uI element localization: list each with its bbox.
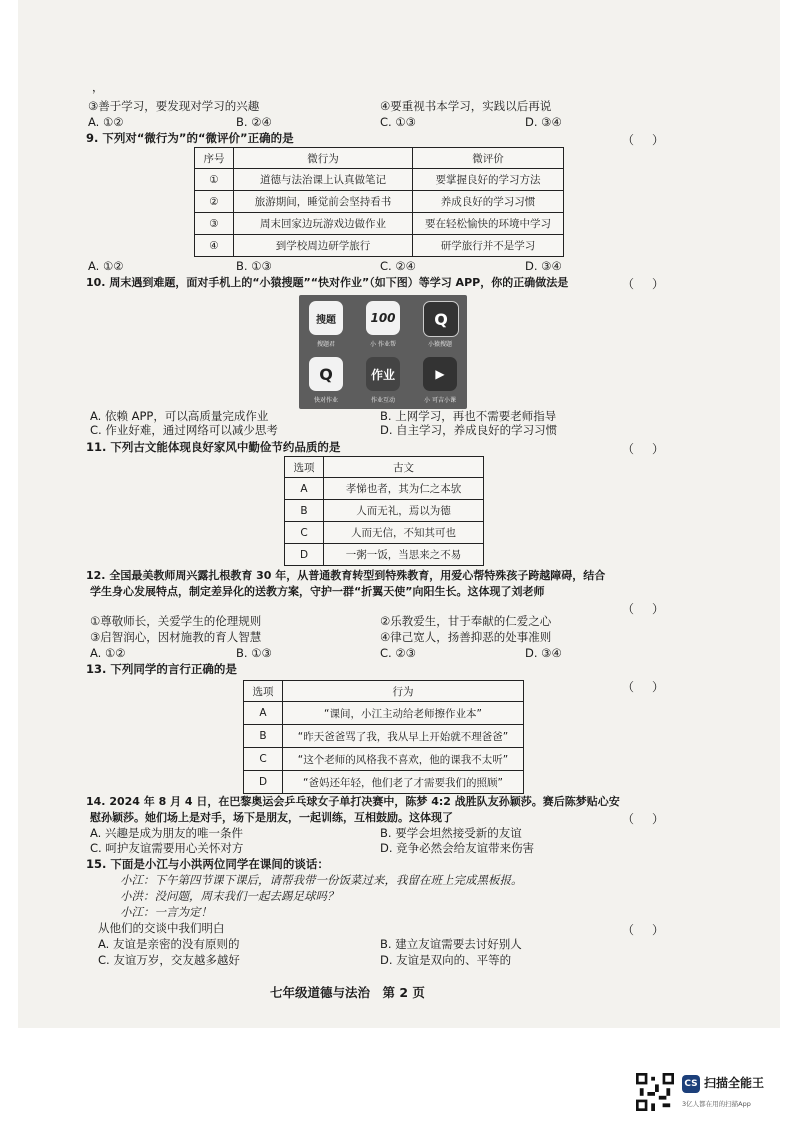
q8-option-3: ③善于学习，要发现对学习的兴趣 xyxy=(88,99,260,113)
table-cell: 到学校周边研学旅行 xyxy=(234,235,413,257)
table-cell: 一粥一饭，当思来之不易 xyxy=(324,544,484,566)
q15-answer-c: C. 友谊万岁，交友越多越好 xyxy=(98,953,240,967)
table-row xyxy=(195,235,564,257)
table-cell: B xyxy=(244,725,283,748)
q14-stem-line2: 慰孙颖莎。她们场上是对手，场下是朋友，一起训练，互相鼓励。这体现了 xyxy=(90,811,453,824)
q14-answer-c: C. 呵护友谊需要用心关怀对方 xyxy=(90,841,244,855)
table-cell: 周末回家边玩游戏边做作业 xyxy=(234,213,413,235)
q8-answer-a: A. ①② xyxy=(88,115,124,129)
q9-header-behavior: 微行为 xyxy=(234,148,413,169)
table-row xyxy=(285,478,484,500)
q12-answer-b: B. ①③ xyxy=(236,646,272,660)
table-cell: “昨天爸爸骂了我，我从早上开始就不理爸爸” xyxy=(283,725,524,748)
table-cell: 人而无信，不知其可也 xyxy=(324,522,484,544)
q9-answer-d: D. ③④ xyxy=(525,259,562,273)
q10-answer-d: D. 自主学习，养成良好的学习习惯 xyxy=(380,423,558,437)
q11-answer-blank[interactable]: （） xyxy=(622,442,683,456)
q14-answer-d: D. 竞争必然会给友谊带来伤害 xyxy=(380,841,535,855)
xiaoyuan-app-label: 小猿搜题 xyxy=(427,341,452,348)
q13-answer-blank[interactable]: （） xyxy=(622,680,683,694)
table-row xyxy=(244,771,524,794)
table-row xyxy=(195,213,564,235)
q15-answer-blank[interactable]: （） xyxy=(622,923,683,937)
table-row xyxy=(244,702,524,725)
q9-answer-blank[interactable]: （） xyxy=(622,133,683,147)
q13-header-behavior: 行为 xyxy=(283,681,524,702)
table-row xyxy=(195,169,564,191)
q9-answer-c: C. ②④ xyxy=(380,259,416,273)
table-cell: 要掌握良好的学习方法 xyxy=(413,169,564,191)
q14-stem-line1: 14. 2024 年 8 月 4 日，在巴黎奥运会乒乓球女子单打决赛中，陈梦 4:2 战胜队友孙颖莎。赛后陈梦贴心安 xyxy=(86,795,620,808)
table-cell: “爸妈还年轻，他们老了才需要我们的照顾” xyxy=(283,771,524,794)
souti-app-icon: 搜题 xyxy=(309,301,343,335)
q12-answer-blank[interactable]: （） xyxy=(622,602,683,616)
table-cell: 养成良好的学习习惯 xyxy=(413,191,564,213)
xiaoyuan-app-icon: Q xyxy=(423,301,459,337)
q11-header-option: 选项 xyxy=(285,457,324,478)
table-cell: ② xyxy=(195,191,234,213)
q13-header-option: 选项 xyxy=(244,681,283,702)
q10-answer-blank[interactable]: （） xyxy=(622,277,683,291)
table-cell: B xyxy=(285,500,324,522)
q11-table xyxy=(284,456,484,566)
q9-header-eval: 微评价 xyxy=(413,148,564,169)
app-screenshot xyxy=(299,295,467,409)
table-cell: D xyxy=(244,771,283,794)
xiaoke-app-label: 小 可吉小课 xyxy=(424,397,456,404)
q8-answer-c: C. ①③ xyxy=(380,115,416,129)
q12-option-3: ③启智润心，因材施教的育人智慧 xyxy=(90,630,262,644)
q14-answer-a: A. 兴趣是成为朋友的唯一条件 xyxy=(90,826,243,840)
q15-answer-a: A. 友谊是亲密的没有原则的 xyxy=(98,937,240,951)
q12-stem-line1: 12. 全国最美教师周兴露扎根教育 30 年，从普通教育转型到特殊教育，用爱心帮特殊孩子跨越障碍，结合 xyxy=(86,569,606,582)
table-row xyxy=(285,500,484,522)
table-cell: ④ xyxy=(195,235,234,257)
table-cell: “这个老师的风格我不喜欢，他的课我不太听” xyxy=(283,748,524,771)
stray-mark: ， xyxy=(92,80,104,94)
q12-option-4: ④律己宽人，扬善抑恶的处事准则 xyxy=(380,630,552,644)
zuoyebang-app-label: 小 作业帮 xyxy=(370,341,396,348)
q8-answer-d: D. ③④ xyxy=(525,115,562,129)
q15-answer-b: B. 建立友谊需要去讨好别人 xyxy=(380,937,522,951)
q13-stem: 13. 下列同学的言行正确的是 xyxy=(86,662,237,676)
q14-answer-blank[interactable]: （） xyxy=(622,812,683,826)
scanner-brand: 扫描全能王 xyxy=(704,1076,765,1090)
q10-answer-b: B. 上网学习，再也不需要老师指导 xyxy=(380,409,557,423)
table-cell: ① xyxy=(195,169,234,191)
q10-stem: 10. 周末遇到难题，面对手机上的“小猿搜题”“快对作业”（如下图）等学习 APP，你的正确做法是 xyxy=(86,276,569,289)
zuoye-app-icon: 作业 xyxy=(366,357,400,391)
q10-answer-a: A. 依赖 APP，可以高质量完成作业 xyxy=(90,409,269,423)
q14-answer-b: B. 要学会坦然接受新的友谊 xyxy=(380,826,522,840)
scanner-tagline: 3亿人都在用的扫描App xyxy=(682,1100,751,1108)
table-cell: 人而无礼，焉以为德 xyxy=(324,500,484,522)
camscanner-logo-icon: CS xyxy=(682,1075,700,1093)
qr-code-icon xyxy=(636,1073,674,1111)
table-row xyxy=(244,748,524,771)
q15-answer-d: D. 友谊是双向的、平等的 xyxy=(380,953,512,967)
q15-question: 从他们的交谈中我们明白 xyxy=(98,921,225,935)
xiaoke-app-icon: ▶ xyxy=(423,357,457,391)
q8-answer-b: B. ②④ xyxy=(236,115,272,129)
q15-dialog-3: 小江：一言为定！ xyxy=(120,905,212,919)
table-cell: 旅游期间，睡觉前会坚持看书 xyxy=(234,191,413,213)
table-cell: C xyxy=(285,522,324,544)
q9-answer-b: B. ①③ xyxy=(236,259,272,273)
q11-stem: 11. 下列古文能体现良好家风中勤俭节约品质的是 xyxy=(86,440,341,454)
q9-stem: 9. 下列对“微行为”的“微评价”正确的是 xyxy=(86,131,294,145)
q12-answer-a: A. ①② xyxy=(90,646,126,660)
q12-option-1: ①尊敬师长，关爱学生的伦理规则 xyxy=(90,614,262,628)
q15-dialog-2: 小洪：没问题，周末我们一起去踢足球吗？ xyxy=(120,889,339,903)
page-footer: 七年级道德与法治 第 2 页 xyxy=(270,985,425,1000)
table-cell: 要在轻松愉快的环境中学习 xyxy=(413,213,564,235)
q9-table xyxy=(194,147,564,257)
table-cell: “课间，小江主动给老师擦作业本” xyxy=(283,702,524,725)
q11-header-text: 古文 xyxy=(324,457,484,478)
q10-answer-c: C. 作业好难，通过网络可以减少思考 xyxy=(90,423,278,437)
q12-answer-c: C. ②③ xyxy=(380,646,416,660)
table-row xyxy=(285,522,484,544)
table-cell: 道德与法治课上认真做笔记 xyxy=(234,169,413,191)
table-cell: C xyxy=(244,748,283,771)
kuaidui-app-label: 快对作业 xyxy=(313,397,338,404)
table-cell: A xyxy=(244,702,283,725)
table-row xyxy=(195,191,564,213)
souti-app-label: 搜题君 xyxy=(316,341,335,348)
kuaidui-app-icon: Q xyxy=(309,357,343,391)
table-cell: ③ xyxy=(195,213,234,235)
zuoye-app-label: 作业互动 xyxy=(370,397,395,404)
table-cell: 孝悌也者，其为仁之本欤 xyxy=(324,478,484,500)
table-row xyxy=(244,725,524,748)
q8-option-4: ④要重视书本学习，实践以后再说 xyxy=(380,99,552,113)
zuoyebang-app-icon: 100 xyxy=(366,301,400,335)
table-cell: 研学旅行并不是学习 xyxy=(413,235,564,257)
q9-header-no: 序号 xyxy=(195,148,234,169)
table-cell: A xyxy=(285,478,324,500)
q15-stem: 15. 下面是小江与小洪两位同学在课间的谈话： xyxy=(86,857,329,871)
q15-dialog-1: 小江：下午第四节课下课后，请帮我带一份饭菜过来，我留在班上完成黑板报。 xyxy=(120,873,523,887)
q13-table xyxy=(243,680,524,794)
q12-answer-d: D. ③④ xyxy=(525,646,562,660)
q9-answer-a: A. ①② xyxy=(88,259,124,273)
q12-stem-line2: 学生身心发展特点，制定差异化的送教方案，守护一群“折翼天使”向阳生长。这体现了刘老师 xyxy=(90,585,545,598)
table-cell: D xyxy=(285,544,324,566)
table-row xyxy=(285,544,484,566)
q12-option-2: ②乐教爱生，甘于奉献的仁爱之心 xyxy=(380,614,552,628)
